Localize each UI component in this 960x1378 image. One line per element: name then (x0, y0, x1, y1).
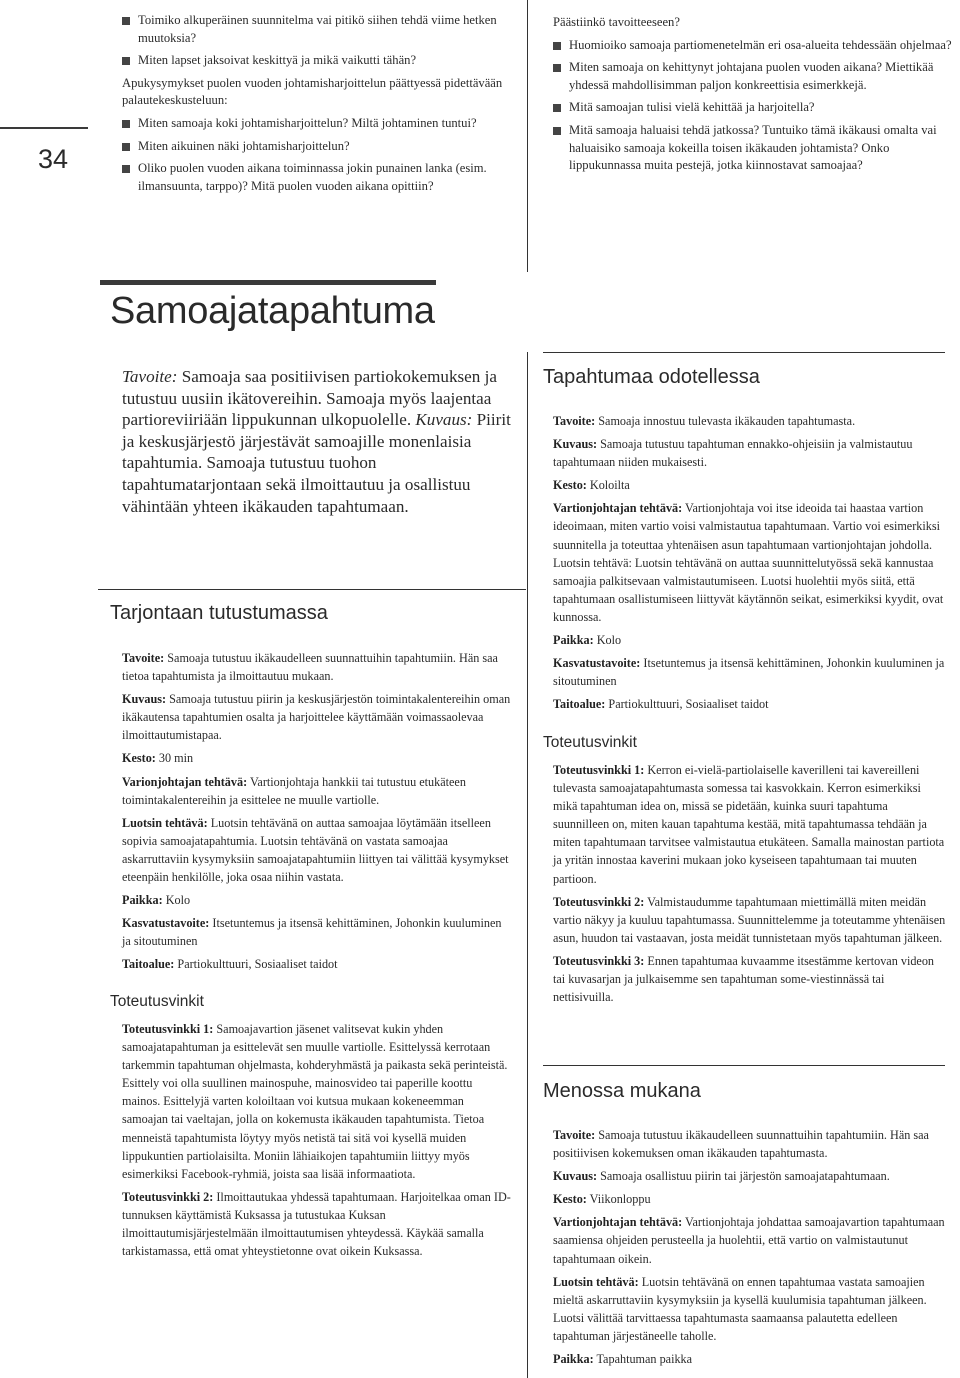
right2-field (553, 1126, 946, 1162)
left-field (122, 814, 512, 886)
right1-field (553, 654, 946, 690)
left-tip-field-text: Samoajavartion jäsenet valitsevat kukin yhden samoajatapahtuman ja esittelevät sen muulle vartiolle. Esittelyssä kerrotaan tarkemmin tapahtuman ohjelmasta, kohderyhmästä ja paikasta sekä perinteistä. Esittely voi olla suullinen mainospuhe, mainosvideo tai paperille koottu mainos. Esittelyjä varten koloiltaan voi kutsua mukaan kokeneemman samoajan tai vaeltajan, jolla on kokemusta ikäkauden tapahtumista. Tietoa menneistä tapahtumista löytyy myös netistä tai sitä voi kysellä muiden lippukuntien partiolaisilta. Moniin lähiaikojen tapahtumiin liittyy myös esimerkiksi Facebook-ryhmiä, joista saa lisää informaatiota. (122, 1022, 508, 1181)
top-left-question-text: Miten lapset jaksoivat keskittyä ja mikä vaikutti tähän? (138, 53, 417, 68)
left-field-text: Partiokulttuuri, Sosiaaliset taidot (174, 957, 338, 972)
square-bullet-icon (553, 127, 561, 135)
right1-field-label: Vartionjohtajan tehtävä: (553, 501, 683, 516)
right1-field-label: Kuvaus: (553, 437, 598, 452)
square-bullet-icon (122, 165, 130, 173)
left-field (122, 649, 512, 685)
right1-field-text: Samoaja innostuu tulevasta ikäkauden tapahtumasta. (595, 414, 856, 428)
square-bullet-icon (553, 104, 561, 112)
left-field-text: Itsetuntemus ja itsensä kehittäminen, Johonkin kuuluminen ja sitoutuminen (122, 916, 502, 949)
right1-tip-field (553, 761, 946, 888)
title-accent-bar (100, 280, 436, 285)
right-section1-rule (543, 352, 945, 353)
right1-field-label: Tavoite: (553, 414, 596, 428)
top-right-question-item (553, 59, 953, 94)
top-left-question-text: Miten samoaja koki johtamisharjoittelun? Miltä johtaminen tuntui? (138, 115, 477, 130)
right1-field-label: Taitoalue: (553, 697, 606, 712)
top-left-question-item (122, 138, 507, 156)
right-section2-rule (543, 1065, 945, 1066)
square-bullet-icon (553, 42, 561, 50)
top-right-question-item (553, 14, 953, 32)
right1-field (553, 695, 946, 713)
top-right-question-text: Miten samoaja on kehittynyt johtajana puolen vuoden aikana? Miettikää yhdessä mahdollisimman paljon konkreettisia esimerkkejä. (569, 60, 934, 92)
left-field (122, 773, 512, 809)
left-section-subtitle: Toteutusvinkit (110, 993, 204, 1010)
right2-field (553, 1190, 946, 1208)
left-field-text: 30 min (155, 751, 194, 766)
top-left-question-text: Miten aikuinen näki johtamisharjoittelun? (138, 138, 350, 153)
intro-block (122, 366, 514, 517)
top-left-question-item (122, 115, 507, 133)
right-section2-fields (553, 1126, 946, 1373)
left-field (122, 891, 512, 909)
top-right-question-text: Mitä samoajan tulisi vielä kehittää ja harjoitella? (569, 100, 815, 115)
top-right-question-text: Huomioiko samoaja partiomenetelmän eri osa-alueita tehdessään ohjelmaa? (569, 37, 952, 52)
right1-tip-field-label: Toteutusvinkki 2: (553, 894, 645, 909)
left-tip-field (122, 1188, 512, 1260)
left-field-label: Taitoalue: (122, 957, 175, 972)
top-right-question-text: Mitä samoaja haluaisi tehdä jatkossa? Tuntuiko tämä ikäkausi omalta vai haluaisiko samoaja kokeilla toisen ikäkauden johtamista? Onko lippukunnassa muita pestejä, jotka kiinnostavat samoajaa? (569, 122, 937, 173)
left-section-tips (122, 1020, 512, 1265)
right2-field-label: Kuvaus: (553, 1169, 598, 1184)
main-title: Samoajatapahtuma (110, 290, 435, 332)
left-field-label: Kuvaus: (122, 692, 167, 707)
right-section1-fields (553, 412, 946, 718)
left-field-text: Samoaja tutustuu ikäkaudelleen suunnattuihin tapahtumiin. Hän saa tietoa tapahtumista ja ilmoittautuu mukaan. (122, 651, 498, 684)
left-tip-field-text: Ilmoittautukaa yhdessä tapahtumaan. Harjoitelkaa oman ID-tunnuksen käyttämistä Kuksassa ja tutustukaa Kuksan ilmoittautumisjärjestelmään ilmoittautumisen yhteydessä. Käykää samalla tarkistamassa, että omat yhteystietonne ovat oikein Kuksassa. (122, 1189, 511, 1259)
intro-tavoite-text: Samoaja saa positiivisen partiokokemuksen ja tutustuu uusiin ikätovereihin. Samoaja myös laajentaa partioreviiriään lippukunnan ulkopuolelle. (122, 367, 497, 430)
right2-field (553, 1213, 946, 1267)
square-bullet-icon (122, 120, 130, 128)
right1-tip-field-label: Toteutusvinkki 3: (553, 953, 645, 968)
top-right-question-text: Päästiinkö tavoitteeseen? (553, 15, 680, 29)
left-field-label: Kasvatustavoite: (122, 916, 210, 931)
left-field-label: Tavoite: (122, 651, 165, 665)
left-field-label: Varionjohtajan tehtävä: (122, 774, 248, 789)
right2-field (553, 1273, 946, 1345)
left-field-label: Paikka: (122, 893, 163, 908)
square-bullet-icon (122, 17, 130, 25)
top-left-question-item (122, 160, 507, 195)
left-field-label: Luotsin tehtävä: (122, 815, 208, 830)
right2-field (553, 1350, 946, 1368)
top-column-divider (527, 0, 528, 272)
right1-field (553, 476, 946, 494)
right1-field (553, 412, 946, 430)
right2-field-label: Vartionjohtajan tehtävä: (553, 1215, 683, 1230)
right-section1-title: Tapahtumaa odotellessa (543, 366, 760, 388)
left-section-title: Tarjontaan tutustumassa (110, 602, 328, 624)
left-field-text: Kolo (162, 893, 191, 908)
top-right-question-item (553, 99, 953, 117)
right1-field-text: Itsetuntemus ja itsensä kehittäminen, Johonkin kuuluminen ja sitoutuminen (553, 656, 945, 689)
right2-field-text: Samoaja osallistuu piirin tai järjestön samoajatapahtumaan. (597, 1169, 890, 1184)
right1-tip-field-text: Valmistaudumme tapahtumaan miettimällä miten meidän vartio näkyy ja kuuluu tapahtumassa. Suunnittelemme ja toteutamme yhtenäisen asun, huudon tai vastaavan, josta meidät tunnistetaan myös tapahtuman jälkeen. (553, 894, 946, 945)
left-field-label: Kesto: (122, 751, 156, 766)
square-bullet-icon (122, 57, 130, 65)
right1-field-text: Koloilta (586, 478, 630, 493)
left-field-text: Samoaja tutustuu piirin ja keskusjärjestön toimintakalentereihin oman ikäkautensa tapahtumien osalta ja harjoittelee käyttämään voimassaolevaa ilmoittautumistapaa. (122, 692, 511, 743)
right1-tip-field-text: Kerron ei-vielä-partiolaiselle kaverilleni tai kavereilleni tulevasta samoajatapahtumasta somessa tai kasvokkain. Kerron esimerkiksi mikä tapahtuman idea on, missä se pidetään, kuinka suuri tapahtuma suunnilleen on, miten kauan tapahtuma kestää, mitä tapahtumassa tehdään ja miten tapahtumaan tarvitsee valmistautua etukäteen. Samalla mainostan partiota ja yritän innostaa kaverini mukaan joko kyseiseen tapahtumaan tai muuten partioon. (553, 763, 945, 886)
right2-field-text: Samoaja tutustuu ikäkaudelleen suunnattuihin tapahtumiin. Hän saa positiivisen kokemuksen oman ikäkauden tapahtumasta. (553, 1128, 929, 1161)
right1-field-label: Kesto: (553, 478, 587, 493)
right1-field (553, 631, 946, 649)
intro-kuvaus-text: Piirit ja keskusjärjestö järjestävät samoajille monenlaisia tapahtumia. Samoaja tutustuu tuohon tapahtumatarjontaan sekä ilmoittautuu ja osallistuu vähintään yhteen ikäkauden tapahtumaan. (122, 410, 511, 516)
right-section2-title: Menossa mukana (543, 1080, 701, 1102)
bottom-column-divider (527, 352, 528, 1378)
top-right-questions (553, 14, 953, 180)
top-left-question-item (122, 12, 507, 47)
top-left-questions (122, 12, 507, 200)
left-tip-field-label: Toteutusvinkki 1: (122, 1022, 214, 1036)
left-field (122, 690, 512, 744)
left-section-fields (122, 649, 512, 979)
top-left-question-text: Oliko puolen vuoden aikana toiminnassa jokin punainen lanka (esim. ilmansuunta, tarppo)? Mitä puolen vuoden aikana opittiin? (138, 161, 487, 193)
right1-field-label: Paikka: (553, 633, 594, 648)
square-bullet-icon (553, 64, 561, 72)
left-field (122, 955, 512, 973)
right2-field-text: Luotsin tehtävänä on ennen tapahtumaa vastata samoajien mieltä askarruttaviin kysymyksiin ja kysellä kuulumisia tapahtuman jälkeen. Luotsi välittää tarvittaessa tapahtumasta saamaansa palautetta edelleen tapahtuman järjestäneelle taholle. (553, 1274, 927, 1343)
right1-tip-field-label: Toteutusvinkki 1: (553, 763, 645, 777)
page-number: 34 (38, 144, 69, 174)
right2-field-label: Paikka: (553, 1352, 594, 1367)
left-field (122, 749, 512, 767)
right2-field (553, 1167, 946, 1185)
top-left-question-text: Apukysymykset puolen vuoden johtamisharjoittelun päättyessä pidettävään palautekeskusteluun: (122, 75, 503, 108)
right-section1-subtitle: Toteutusvinkit (543, 734, 637, 751)
right1-field-text: Samoaja tutustuu tapahtuman ennakko-ohjeisiin ja valmistautuu tapahtumaan niiden mukaisesti. (553, 437, 913, 470)
right1-field-text: Kolo (593, 633, 622, 648)
right1-field (553, 499, 946, 626)
page-marker-rule (0, 127, 88, 129)
right1-field-text: Vartionjohtaja voi itse ideoida tai haastaa vartion ideoimaan, miten vartio voisi valmistautua tapahtumaan. Vartio voi esimerkiksi suunnitella ja toteuttaa yhtenäisen asun tapahtumaan vartionjohtajan johdolla. Luotsin tehtävä: Luotsin tehtävänä on auttaa suunnittelutyössä sekä kannustaa samoajia palkitsevaan valmistautumiseen. Luotsi huolehtii myös siitä, että tapahtumaan osallistumiseen liittyvät käytännön seikat, esimerkiksi kyydit, ovat kunnossa. (553, 501, 944, 624)
right2-field-text: Tapahtuman paikka (593, 1352, 693, 1367)
right2-field-text: Vartionjohtaja johdattaa samoajavartion tapahtumaan saamiensa ohjeiden perusteella ja huolehtii, että vartio on valmistautunut tapahtumaan oikein. (553, 1215, 945, 1266)
right1-field (553, 435, 946, 471)
right2-field-label: Kesto: (553, 1192, 587, 1207)
square-bullet-icon (122, 143, 130, 151)
left-section-rule (98, 589, 526, 590)
intro-kuvaus-label: Kuvaus: (415, 410, 473, 430)
right1-tip-field (553, 893, 946, 947)
left-field (122, 914, 512, 950)
right-section1-tips (553, 761, 946, 1011)
right1-tip-field-text: Ennen tapahtumaa kuvaamme itsestämme kertovan videon tai kuvasarjan ja julkaisemme sen tapahtuman some-viestinnässä tai nettisivuilla. (553, 953, 935, 1005)
left-field-text: Vartionjohtaja hankkii tai tutustuu etukäteen toimintakalentereihin ja esittelee ne muulle vartiolle. (122, 774, 466, 807)
right1-field-label: Kasvatustavoite: (553, 656, 641, 671)
right2-field-label: Tavoite: (553, 1128, 596, 1142)
intro-tavoite-label: Tavoite: (122, 367, 178, 386)
top-left-question-item (122, 75, 507, 110)
top-right-question-item (553, 37, 953, 55)
top-left-question-item (122, 52, 507, 70)
top-left-question-text: Toimiko alkuperäinen suunnitelma vai pitikö siihen tehdä viime hetken muutoksia? (138, 13, 497, 45)
right1-tip-field (553, 952, 946, 1006)
right1-field-text: Partiokulttuuri, Sosiaaliset taidot (605, 697, 769, 712)
right2-field-text: Viikonloppu (586, 1192, 651, 1207)
left-tip-field (122, 1020, 512, 1183)
left-field-text: Luotsin tehtävänä on auttaa samoajaa löytämään itselleen sopivia samoajatapahtumia. Luotsin tehtävänä on vastata samoajaa askarruttaviin kysymyksiin samoajatapahtumiin liittyen tai välittää kysymykset eteenpäin henkilölle, joka osaa niihin vastata. (122, 815, 509, 885)
top-right-question-item (553, 122, 953, 175)
right2-field-label: Luotsin tehtävä: (553, 1274, 639, 1289)
left-tip-field-label: Toteutusvinkki 2: (122, 1189, 214, 1204)
